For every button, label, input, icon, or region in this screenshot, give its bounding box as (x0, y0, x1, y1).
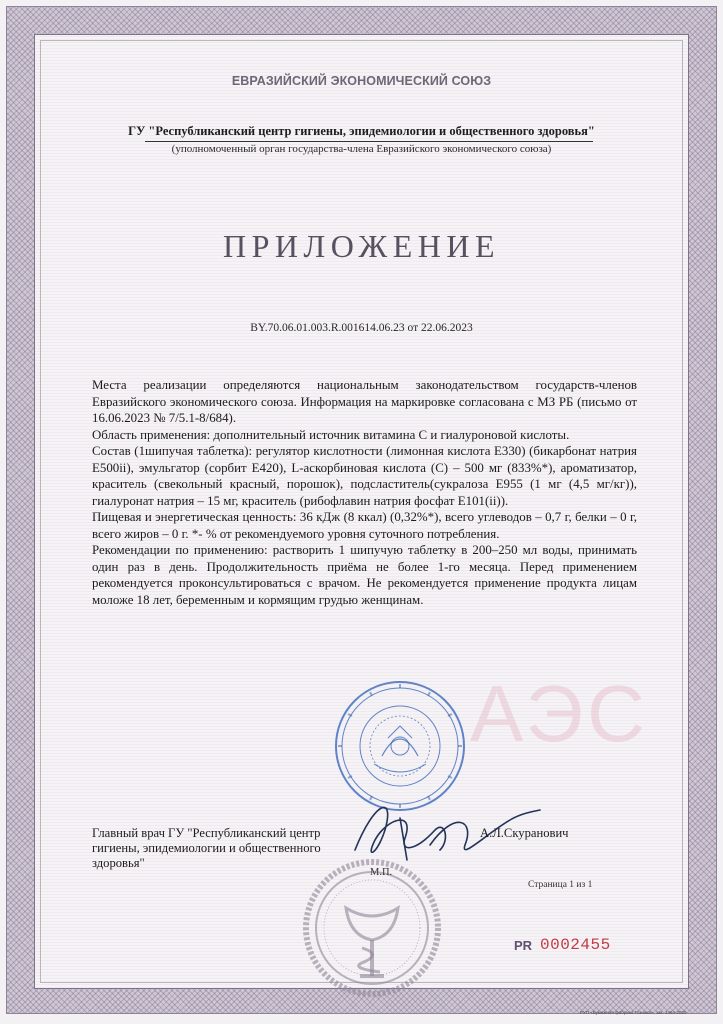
organization-underline (145, 141, 593, 142)
union-heading: ЕВРАЗИЙСКИЙ ЭКОНОМИЧЕСКИЙ СОЮЗ (231, 74, 492, 88)
body-paragraph-scope: Область применения: дополнительный источник витамина С и гиалуроновой кислоты. (92, 427, 570, 442)
background-watermark: АЭС (470, 669, 649, 758)
form-serial-number: 0002455 (540, 936, 611, 954)
body-paragraph-composition: Состав (1шипучая таблетка): регулятор кислотности (лимонная кислота Е330) (бикарбонат натрия Е500ii), эмульгатор (сорбит Е420), L-аскорбиновая кислота (С) – 500 мг (833%*), ароматизатор, краситель (свекольный красный, порошок), подсластитель(сукралоза Е955 (1 мг (4,5 мг/кг)), гиалуронат натрия – 15 мг, краситель (рибофлавин натрия фосфат Е101(ii)). (92, 444, 637, 508)
printer-imprint: РУП «Бумажная фабрика Гознака», зак. 1484-2020 (580, 1010, 687, 1015)
registration-number: BY.70.06.01.003.R.001614.06.23 от 22.06.2023 (250, 322, 473, 334)
form-series: PR (514, 938, 533, 953)
stamp-place-label: М.П. (370, 867, 393, 878)
signer-name: А.Л.Скуранович (480, 826, 569, 840)
body-paragraph-usage: Рекомендации по применению: растворить 1 шипучую таблетку в 200–250 мл воды, принимать один раз в день. Продолжительность приёма не более 1-го месяца. Перед применением рекомендуется проконсультироваться с врачом. Не рекомендуется применение продукта лицам моложе 18 лет, беременным и кормящим грудью женщинам. (92, 543, 637, 607)
body-paragraph-sales: Места реализации определяются национальным законодательством государств-членов Евразийского экономического союза. Информация на маркировке согласована с МЗ РБ (письмо от 16.06.2023 № 7/5.1-8/684). (92, 378, 637, 425)
medical-emblem-icon (302, 858, 442, 998)
organization-name: ГУ "Республиканский центр гигиены, эпидемиологии и общественного здоровья" (128, 124, 595, 138)
page-number: Страница 1 из 1 (528, 880, 593, 890)
certificate-body (92, 377, 637, 608)
signer-title: Главный врач ГУ "Республиканский центр гигиены, эпидемиологии и общественного здоровья" (92, 826, 321, 870)
organization-note: (уполномоченный орган государства-члена Евразийского экономического союза) (171, 143, 552, 155)
body-paragraph-nutrition: Пищевая и энергетическая ценность: 36 кДж (8 ккал) (0,32%*), всего углеводов – 0,7 г, белки – 0 г, всего жиров – 0 г. *- % от рекомендуемого уровня суточного потребления. (92, 510, 637, 541)
page-title: ПРИЛОЖЕНИЕ (222, 228, 500, 264)
